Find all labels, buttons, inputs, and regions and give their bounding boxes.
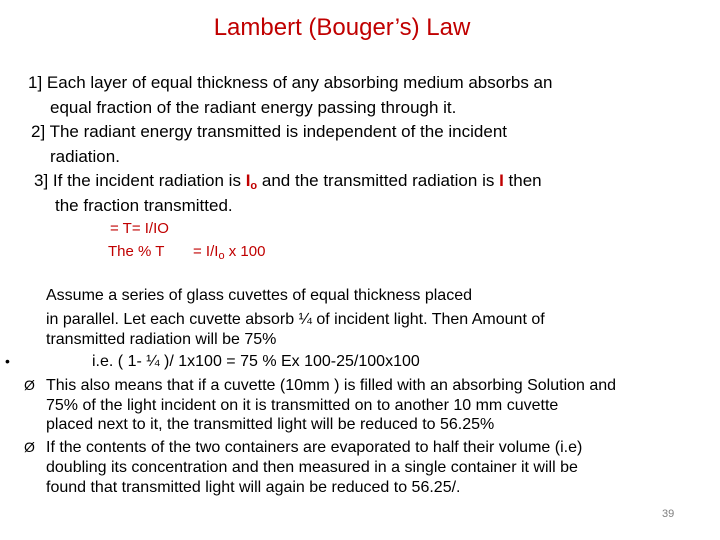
transmitted-intensity-symbol: I [499, 171, 504, 190]
example-line-4: i.e. ( 1- ¼ )/ 1x100 = 75 % Ex 100-25/100x100 [92, 353, 420, 370]
point-1-line-1: 1] Each layer of equal thickness of any absorbing medium absorbs an [28, 73, 553, 92]
point-1-line-2: equal fraction of the radiant energy passing through it. [50, 98, 457, 117]
example-line-1: Assume a series of glass cuvettes of equal thickness placed [46, 287, 472, 304]
bullet-2-line-3: found that transmitted light will again be reduced to 56.25/. [46, 479, 461, 496]
formula-percent-label: The % T [108, 243, 165, 260]
bullet-1-line-1: This also means that if a cuvette (10mm ) is filled with an absorbing Solution and [46, 377, 617, 394]
point-2-line-2: radiation. [50, 147, 120, 166]
arrow-bullet-icon: Ø [24, 377, 35, 393]
formula-percent-pre: = I/I [193, 243, 219, 260]
bullet-2-line-1: If the contents of the two containers are evaporated to half their volume (i.e) [46, 439, 583, 456]
example-line-2: in parallel. Let each cuvette absorb ¼ of incident light. Then Amount of [46, 311, 545, 328]
point-3-line-1 [34, 171, 542, 196]
bullet-dot-icon: • [5, 353, 10, 369]
formula-percent-expression [193, 242, 265, 266]
point-3-line-2: the fraction transmitted. [55, 196, 233, 215]
bullet-1-line-2: 75% of the light incident on it is transmitted on to another 10 mm cuvette [46, 397, 559, 414]
incident-intensity-subscript: o [250, 180, 258, 192]
formula-transmittance: = T= I/IO [110, 220, 169, 237]
arrow-bullet-icon: Ø [24, 439, 35, 455]
example-line-3: transmitted radiation will be 75% [46, 331, 277, 348]
formula-percent-subscript: o [218, 250, 225, 262]
point-3-text-a: 3] If the incident radiation is [34, 171, 246, 190]
point-3-text-c: then [503, 171, 542, 190]
page-number: 39 [662, 508, 675, 520]
incident-intensity-symbol: I [245, 171, 251, 190]
point-2-line-1: 2] The radiant energy transmitted is independent of the incident [31, 122, 507, 141]
formula-percent-post: x 100 [224, 243, 266, 260]
slide-title: Lambert (Bouger’s) Law [213, 14, 471, 41]
bullet-1-line-3: placed next to it, the transmitted light will be reduced to 56.25% [46, 416, 495, 433]
bullet-2-line-2: doubling its concentration and then measured in a single container it will be [46, 459, 578, 476]
point-3-text-b: and the transmitted radiation is [257, 171, 500, 190]
